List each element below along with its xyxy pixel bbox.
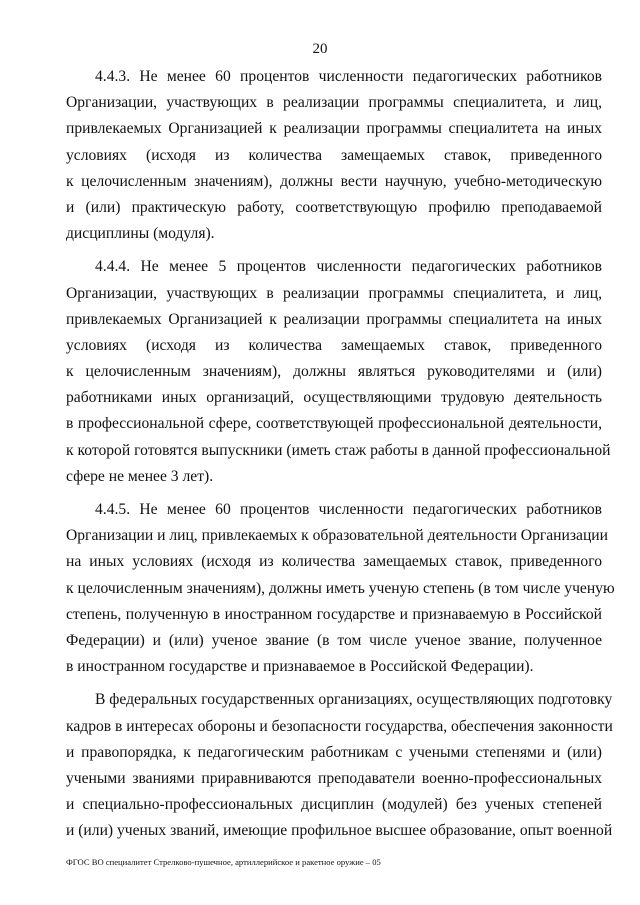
- text-line: Организации и лиц, привлекаемых к образовательной деятельности Организации: [66, 527, 608, 545]
- text-line: привлекаемых Организацией к реализации программы специалитета на иных: [66, 310, 602, 328]
- document-body: [66, 64, 615, 851]
- text-line: привлекаемых Организацией к реализации программы специалитета на иных: [66, 120, 602, 138]
- paragraph-federal-organizations: [66, 687, 613, 844]
- text-line: условиях (исходя из количества замещаемых ставок, приведенного: [66, 146, 602, 164]
- text-line: в иностранном государстве и признаваемое в Российской Федерации).: [66, 658, 534, 676]
- text-line: работниками иных организаций, осуществляющими трудовую деятельность: [66, 389, 602, 407]
- text-line: степень, полученную в иностранном государстве и признаваемую в Российской: [66, 605, 602, 623]
- text-line: и (или) ученых званий, имеющие профильное высшее образование, опыт военной: [66, 822, 613, 840]
- paragraph-4-4-3: [66, 64, 602, 247]
- text-line: в профессиональной сфере, соответствующей профессиональной деятельности,: [66, 415, 602, 433]
- text-line: и правопорядка, к педагогическим работникам с учеными степенями и (или): [66, 743, 602, 761]
- text-line: и (или) практическую работу, соответствующую профилю преподаваемой: [66, 198, 602, 216]
- text-line: к целочисленным значениям), должны иметь ученую степень (в том числе ученую: [66, 579, 615, 597]
- text-line: к целочисленным значениям), должны вести научную, учебно-методическую: [66, 172, 602, 190]
- text-line: Организации, участвующих в реализации программы специалитета, и лиц,: [66, 284, 602, 302]
- page-number: 20: [312, 41, 328, 57]
- text-line: Федерации) и (или) ученое звание (в том числе ученое звание, полученное: [66, 631, 602, 649]
- document-footer: ФГОС ВО специалитет Стрелково-пушечное, артиллерийское и ракетное оружие – 05: [66, 857, 381, 867]
- text-line: Организации, участвующих в реализации программы специалитета, и лиц,: [66, 94, 602, 112]
- paragraph-4-4-5: [66, 497, 615, 680]
- paragraph-4-4-4: [66, 254, 611, 490]
- text-line: кадров в интересах обороны и безопасности государства, обеспечения законности: [66, 717, 613, 735]
- text-line: 4.4.3. Не менее 60 процентов численности педагогических работников: [95, 68, 602, 85]
- text-line: сфере не менее 3 лет).: [66, 467, 214, 485]
- text-line: В федеральных государственных организациях, осуществляющих подготовку: [95, 691, 613, 709]
- text-line: 4.4.5. Не менее 60 процентов численности педагогических работников: [95, 501, 602, 518]
- text-line: к которой готовятся выпускники (иметь стаж работы в данной профессиональной: [66, 441, 611, 459]
- text-line: и специально-профессиональных дисциплин (модулей) без ученых степеней: [66, 796, 602, 814]
- text-line: к целочисленным значениям), должны являться руководителями и (или): [66, 363, 602, 381]
- text-line: на иных условиях (исходя из количества замещаемых ставок, приведенного: [66, 553, 602, 571]
- text-line: дисциплины (модуля).: [66, 225, 215, 243]
- text-line: условиях (исходя из количества замещаемых ставок, приведенного: [66, 336, 602, 354]
- text-line: учеными званиями приравниваются преподаватели военно-профессиональных: [66, 769, 602, 787]
- text-line: 4.4.4. Не менее 5 процентов численности педагогических работников: [95, 258, 602, 276]
